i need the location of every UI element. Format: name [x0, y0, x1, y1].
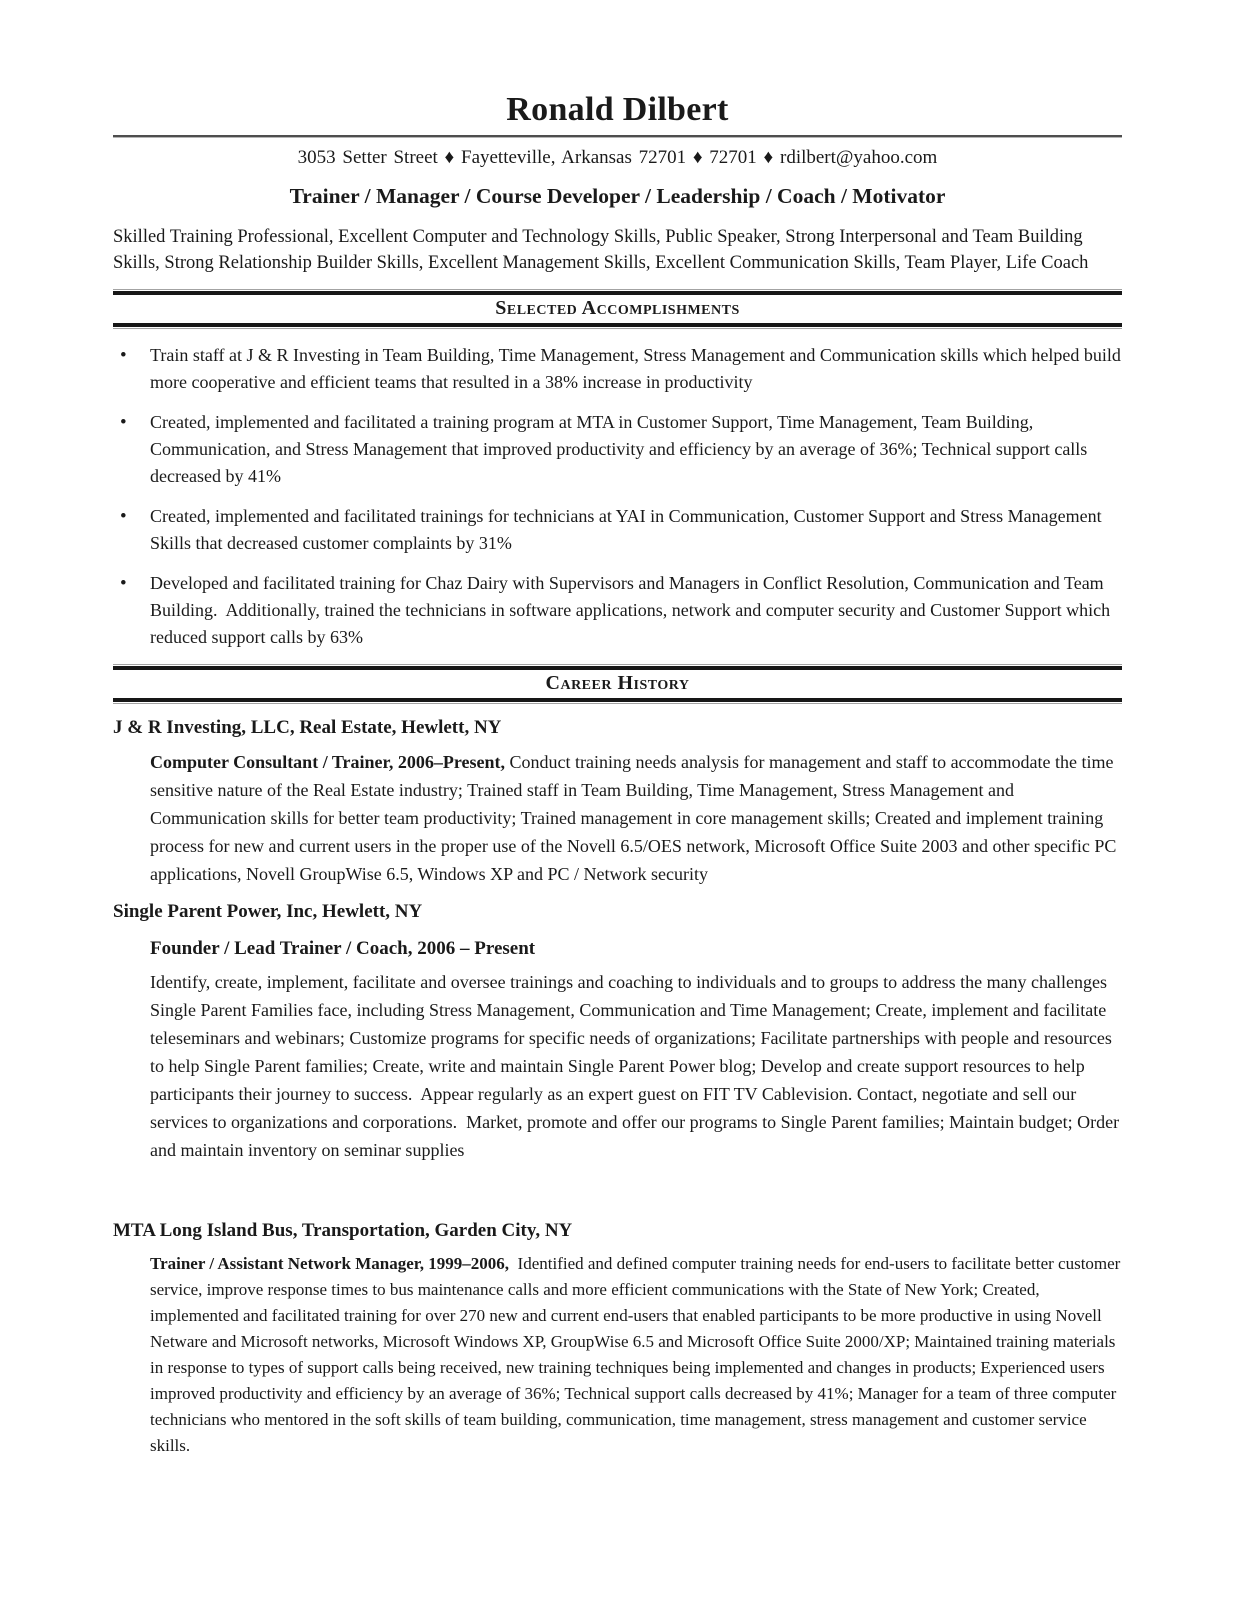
- job-description: Identified and defined computer training needs for end-users to facilitate better customer service, improve response times to bus maintenance calls and more efficient communications with the State of New York; Created, implemented and facilitated training for over 270 new and current end-users that enabled participants to be more productive in using Novell Netware and Microsoft networks, Microsoft Windows XP, GroupWise 6.5 and Microsoft Office Suite 2000/XP; Maintained training materials in response to types of support calls being received, new training techniques being implemented and changes in products; Experienced users improved productivity and efficiency by an average of 36%; Technical support calls decreased by 41%; Manager for a team of three computer technicians who mentored in the soft skills of team building, communication, time management, stress management and customer service skills.: [150, 1254, 1125, 1455]
- job-description: Identify, create, implement, facilitate and oversee trainings and coaching to individuals and to groups to address the many challenges Single Parent Families face, including Stress Management, Communication and Time Management; Create, implement and facilitate teleseminars and webinars; Customize programs for specific needs of organizations; Facilitate partnerships with people and resources to help Single Parent families; Create, write and maintain Single Parent Power blog; Develop and create support resources to help participants their journey to success. Appear regularly as an expert guest on FIT TV Cablevision. Contact, negotiate and sell our services to organizations and corporations. Market, promote and offer our programs to Single Parent families; Maintain budget; Order and maintain inventory on seminar supplies: [150, 972, 1124, 1160]
- section-title-career: Career History: [545, 672, 690, 694]
- job-description: Conduct training needs analysis for management and staff to accommodate the time sensitive nature of the Real Estate industry; Trained staff in Team Building, Time Management, Stress Management and Communication skills for better team productivity; Trained management in core management skills; Created and implement training process for new and current users in the proper use of the Novell 6.5/OES network, Microsoft Office Suite 2003 and other specific PC applications, Novell GroupWise 6.5, Windows XP and PC / Network security: [150, 752, 1121, 884]
- job-entry-single-parent-power: [113, 901, 1122, 1164]
- section-title-accomplishments: Selected Accomplishments: [495, 297, 740, 319]
- accomplishment-item: • Train staff at J & R Investing in Team Building, Time Management, Stress Management and Communication skills which helped build more cooperative and efficient teams that resulted in a 38% increase in productivity: [113, 342, 1122, 396]
- summary-text: Skilled Training Professional, Excellent Computer and Technology Skills, Public Speaker, Strong Interpersonal and Team Building Skills, Strong Relationship Builder Skills, Excellent Management Skills, Excellent Communication Skills, Team Player, Life Coach: [113, 227, 1089, 273]
- accomplishment-item: • Created, implemented and facilitated trainings for technicians at YAI in Communication, Customer Support and Stress Management Skills that decreased customer complaints by 31%: [113, 503, 1122, 557]
- job-entry-mta: [113, 1220, 1125, 1459]
- resume-page: [113, 0, 1126, 1459]
- section-header-career: [113, 664, 1122, 704]
- accomplishment-item: • Developed and facilitated training for Chaz Dairy with Supervisors and Managers in Conflict Resolution, Communication and Team Building. Additionally, trained the technicians in software applications, network and computer security and Customer Support which reduced support calls by 63%: [113, 570, 1122, 651]
- job-paragraph: [150, 1251, 1125, 1459]
- accomplishments-list: [113, 342, 1126, 651]
- job-paragraph: [150, 748, 1122, 888]
- job-title: Computer Consultant / Trainer, 2006–Present,: [150, 752, 506, 772]
- accomplishment-item: • Created, implemented and facilitated a training program at MTA in Customer Support, Time Management, Team Building, Communication, and Stress Management that improved productivity and efficiency by an average of 36%; Technical support calls decreased by 41%: [113, 409, 1122, 490]
- section-rule-bottom: [113, 698, 1122, 704]
- job-title: Founder / Lead Trainer / Coach, 2006 – Present: [150, 938, 536, 959]
- company-heading: Single Parent Power, Inc, Hewlett, NY: [113, 901, 423, 922]
- company-heading: MTA Long Island Bus, Transportation, Garden City, NY: [113, 1220, 573, 1241]
- job-title: Trainer / Assistant Network Manager, 1999–2006,: [150, 1254, 510, 1273]
- headline: Trainer / Manager / Course Developer / Leadership / Coach / Motivator: [289, 184, 946, 208]
- section-header-accomplishments: [113, 289, 1122, 329]
- candidate-name: Ronald Dilbert: [506, 91, 729, 128]
- section-rule-bottom: [113, 323, 1122, 329]
- header-divider: [113, 135, 1122, 138]
- contact-line: 3053 Setter Street ♦ Fayetteville, Arkansas 72701 ♦ 72701 ♦ rdilbert@yahoo.com: [297, 147, 938, 168]
- company-heading: J & R Investing, LLC, Real Estate, Hewlett, NY: [113, 717, 502, 738]
- job-entry-jr-investing: [113, 717, 1122, 888]
